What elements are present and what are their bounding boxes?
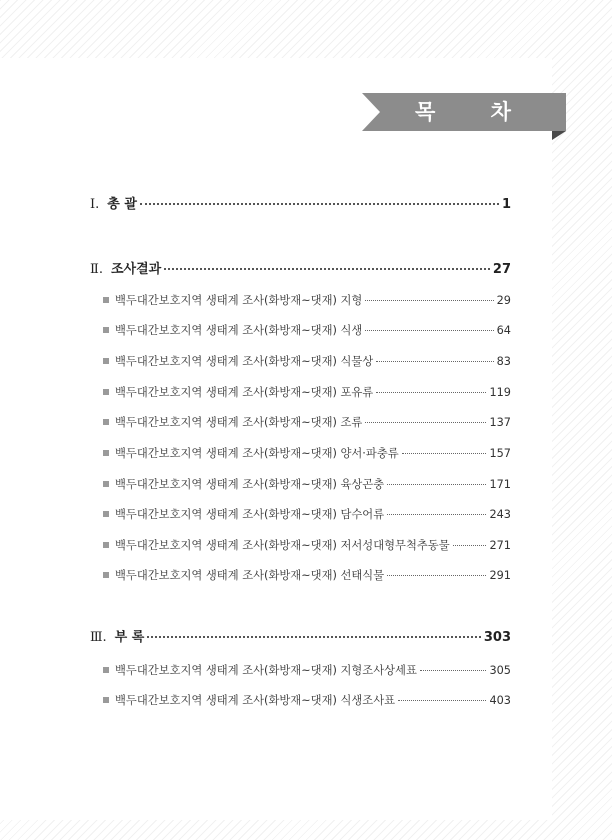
entry-title: 백두대간보호지역 생태계 조사(화방재~댓재) 식생조사표 <box>115 694 396 707</box>
entry-title: 백두대간보호지역 생태계 조사(화방재~댓재) 선태식물 <box>115 569 385 582</box>
dot-leader <box>365 422 486 423</box>
square-bullet-icon <box>103 511 109 517</box>
section-numeral: Ⅱ. <box>90 262 103 277</box>
toc-section-2[interactable] <box>90 258 511 277</box>
page-number: 119 <box>489 386 511 399</box>
square-bullet-icon <box>103 697 109 703</box>
toc-entry[interactable] <box>103 384 511 400</box>
page-number: 171 <box>489 478 511 491</box>
dot-leader <box>147 636 481 638</box>
square-bullet-icon <box>103 389 109 395</box>
page-number: 83 <box>496 355 511 368</box>
square-bullet-icon <box>103 297 109 303</box>
section-title: 조사결과 <box>110 262 162 277</box>
page-number: 1 <box>501 197 511 212</box>
page-number: 403 <box>489 694 511 707</box>
section-numeral: Ⅲ. <box>90 630 107 645</box>
page-number: 157 <box>489 447 511 460</box>
square-bullet-icon <box>103 358 109 364</box>
dot-leader <box>164 268 490 270</box>
page-number: 271 <box>489 539 511 552</box>
dot-leader <box>387 514 486 515</box>
entry-title: 백두대간보호지역 생태계 조사(화방재~댓재) 저서성대형무척추동물 <box>115 539 450 552</box>
square-bullet-icon <box>103 327 109 333</box>
section-title: 부 록 <box>114 630 145 645</box>
toc-entry[interactable] <box>103 537 511 553</box>
toc-section-3[interactable] <box>90 626 511 645</box>
dot-leader <box>365 300 493 301</box>
page-number: 27 <box>492 262 511 277</box>
square-bullet-icon <box>103 542 109 548</box>
toc-entry[interactable] <box>103 414 511 430</box>
square-bullet-icon <box>103 667 109 673</box>
entry-title: 백두대간보호지역 생태계 조사(화방재~댓재) 지형 <box>115 294 363 307</box>
square-bullet-icon <box>103 450 109 456</box>
toc-section-1[interactable] <box>90 193 511 212</box>
dot-leader <box>453 545 487 546</box>
toc-title: 목 차 <box>415 100 535 124</box>
entry-title: 백두대간보호지역 생태계 조사(화방재~댓재) 식물상 <box>115 355 374 368</box>
entry-title: 백두대간보호지역 생태계 조사(화방재~댓재) 육상곤충 <box>115 478 385 491</box>
toc-entry[interactable] <box>103 353 511 369</box>
entry-title: 백두대간보호지역 생태계 조사(화방재~댓재) 조류 <box>115 416 363 429</box>
toc-entry[interactable] <box>103 445 511 461</box>
dot-leader <box>376 392 486 393</box>
dot-leader <box>402 453 487 454</box>
toc-title-banner <box>362 93 566 140</box>
square-bullet-icon <box>103 572 109 578</box>
square-bullet-icon <box>103 481 109 487</box>
page-number: 29 <box>496 294 511 307</box>
page-number: 305 <box>489 664 511 677</box>
dot-leader <box>376 361 493 362</box>
toc-entry[interactable] <box>103 322 511 338</box>
dot-leader <box>387 575 486 576</box>
square-bullet-icon <box>103 419 109 425</box>
dot-leader <box>398 700 486 701</box>
dot-leader <box>387 484 486 485</box>
page-number: 303 <box>483 630 511 645</box>
page-number: 291 <box>489 569 511 582</box>
page-number: 137 <box>489 416 511 429</box>
entry-title: 백두대간보호지역 생태계 조사(화방재~댓재) 담수어류 <box>115 508 385 521</box>
toc-entry[interactable] <box>103 567 511 583</box>
toc-entry[interactable] <box>103 476 511 492</box>
page-number: 64 <box>496 324 511 337</box>
toc-entry[interactable] <box>103 662 511 678</box>
toc-entry[interactable] <box>103 506 511 522</box>
dot-leader <box>420 670 487 671</box>
section-title: 총 괄 <box>107 197 137 212</box>
entry-title: 백두대간보호지역 생태계 조사(화방재~댓재) 양서·파충류 <box>115 447 399 460</box>
entry-title: 백두대간보호지역 생태계 조사(화방재~댓재) 식생 <box>115 324 363 337</box>
entry-title: 백두대간보호지역 생태계 조사(화방재~댓재) 지형조사상세표 <box>115 664 417 677</box>
dot-leader <box>365 330 493 331</box>
section-numeral: Ⅰ. <box>90 197 100 212</box>
dot-leader <box>140 203 499 205</box>
toc-entry[interactable] <box>103 692 511 708</box>
entry-title: 백두대간보호지역 생태계 조사(화방재~댓재) 포유류 <box>115 386 374 399</box>
page-number: 243 <box>489 508 511 521</box>
toc-entry[interactable] <box>103 292 511 308</box>
